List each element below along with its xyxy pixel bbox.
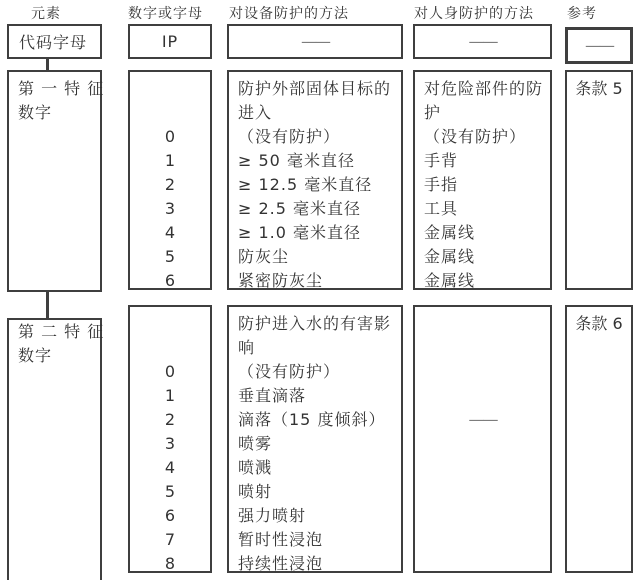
equipment-top-dash: ——: [301, 31, 329, 51]
person-section-dash: ——: [468, 410, 497, 429]
digit-cell: 3: [164, 434, 176, 453]
equipment-line: ≥ 50 毫米直径: [238, 151, 355, 170]
digit-cell: 4: [164, 223, 176, 242]
person-top-dash: ——: [468, 31, 497, 51]
digit-cell: [130, 77, 210, 101]
first-numeral-label-line2: 数字: [18, 103, 53, 122]
equipment-line: 滴落（15 度倾斜）: [238, 410, 386, 429]
second-numeral-digits-box: [128, 305, 212, 573]
connector-line-first-to-second: [46, 292, 49, 318]
first-numeral-digits-box: [128, 70, 212, 290]
first-numeral-person-box: [413, 70, 552, 290]
equipment-line: ≥ 1.0 毫米直径: [238, 223, 362, 242]
digit-cell: 3: [164, 199, 176, 218]
equipment-line: 暂时性浸泡: [238, 530, 324, 549]
digit-cell: [130, 336, 210, 360]
digit-cell: 0: [164, 127, 176, 146]
second-numeral-reference-box: [565, 305, 633, 573]
reference-clause: 条款 5: [575, 79, 623, 98]
column-header-element: 元素: [31, 6, 61, 22]
first-numeral-label-line1: 第 一 特 征: [18, 79, 105, 98]
equipment-top-box: [227, 24, 403, 59]
person-line: 金属线: [424, 223, 476, 242]
digit-cell: 2: [164, 175, 176, 194]
column-header-reference: 参考: [567, 6, 597, 22]
reference-top-dash: ——: [585, 35, 613, 55]
digit-cell: 1: [164, 386, 176, 405]
code-letters-box: [7, 24, 102, 59]
second-numeral-label-line2: 数字: [18, 346, 53, 365]
equipment-line: （没有防护）: [238, 127, 341, 146]
ip-value: IP: [161, 32, 179, 51]
reference-clause: 条款 6: [575, 314, 623, 333]
digit-cell: 6: [164, 271, 176, 290]
equipment-line: 持续性浸泡: [238, 554, 324, 573]
connector-line-code-to-first: [46, 59, 49, 70]
person-line: 护: [424, 103, 442, 122]
equipment-line: （没有防护）: [238, 362, 341, 381]
digit-cell: 7: [164, 530, 176, 549]
second-numeral-person-dash-row: [415, 408, 550, 432]
equipment-line: 进入: [238, 103, 273, 122]
person-top-box: [413, 24, 552, 59]
person-line: 金属线: [424, 247, 476, 266]
person-line: （没有防护）: [424, 127, 527, 146]
ip-box: [128, 24, 212, 59]
second-numeral-equipment-box: [227, 305, 403, 573]
person-line: 手指: [424, 175, 459, 194]
person-line: 手背: [424, 151, 459, 170]
digit-cell: 4: [164, 458, 176, 477]
reference-top-box: [565, 27, 633, 64]
equipment-line: 喷雾: [238, 434, 273, 453]
column-header-person: 对人身防护的方法: [414, 6, 534, 22]
person-line: 对危险部件的防: [424, 79, 544, 98]
equipment-line: 垂直滴落: [238, 386, 307, 405]
equipment-line: 防护外部固体目标的: [238, 79, 392, 98]
digit-cell: 5: [164, 247, 176, 266]
equipment-line: 紧密防灰尘: [238, 271, 324, 290]
equipment-line: 喷射: [238, 482, 273, 501]
person-line: 金属线: [424, 271, 476, 290]
digit-cell: [130, 101, 210, 125]
second-numeral-person-box: [413, 305, 552, 573]
second-numeral-element-box: [7, 318, 105, 580]
first-numeral-reference-box: [565, 70, 633, 290]
digit-cell: 5: [164, 482, 176, 501]
equipment-line: 防灰尘: [238, 247, 290, 266]
first-numeral-equipment-box: [227, 70, 403, 290]
first-numeral-element-box: [7, 70, 105, 292]
equipment-line: 响: [238, 338, 256, 357]
code-letters-label: 代码字母: [19, 33, 88, 52]
digit-cell: 0: [164, 362, 176, 381]
digit-cell: [130, 312, 210, 336]
digit-cell: 6: [164, 506, 176, 525]
equipment-line: 强力喷射: [238, 506, 307, 525]
digit-cell: 1: [164, 151, 176, 170]
person-line: 工具: [424, 199, 459, 218]
equipment-line: 防护进入水的有害影: [238, 314, 392, 333]
equipment-line: ≥ 12.5 毫米直径: [238, 175, 373, 194]
digit-cell: 8: [164, 554, 176, 573]
digit-cell: 2: [164, 410, 176, 429]
second-numeral-label-line1: 第 二 特 征: [18, 322, 105, 341]
column-header-equipment: 对设备防护的方法: [229, 6, 349, 22]
equipment-line: 喷溅: [238, 458, 273, 477]
column-header-digit: 数字或字母: [128, 6, 203, 22]
equipment-line: ≥ 2.5 毫米直径: [238, 199, 362, 218]
